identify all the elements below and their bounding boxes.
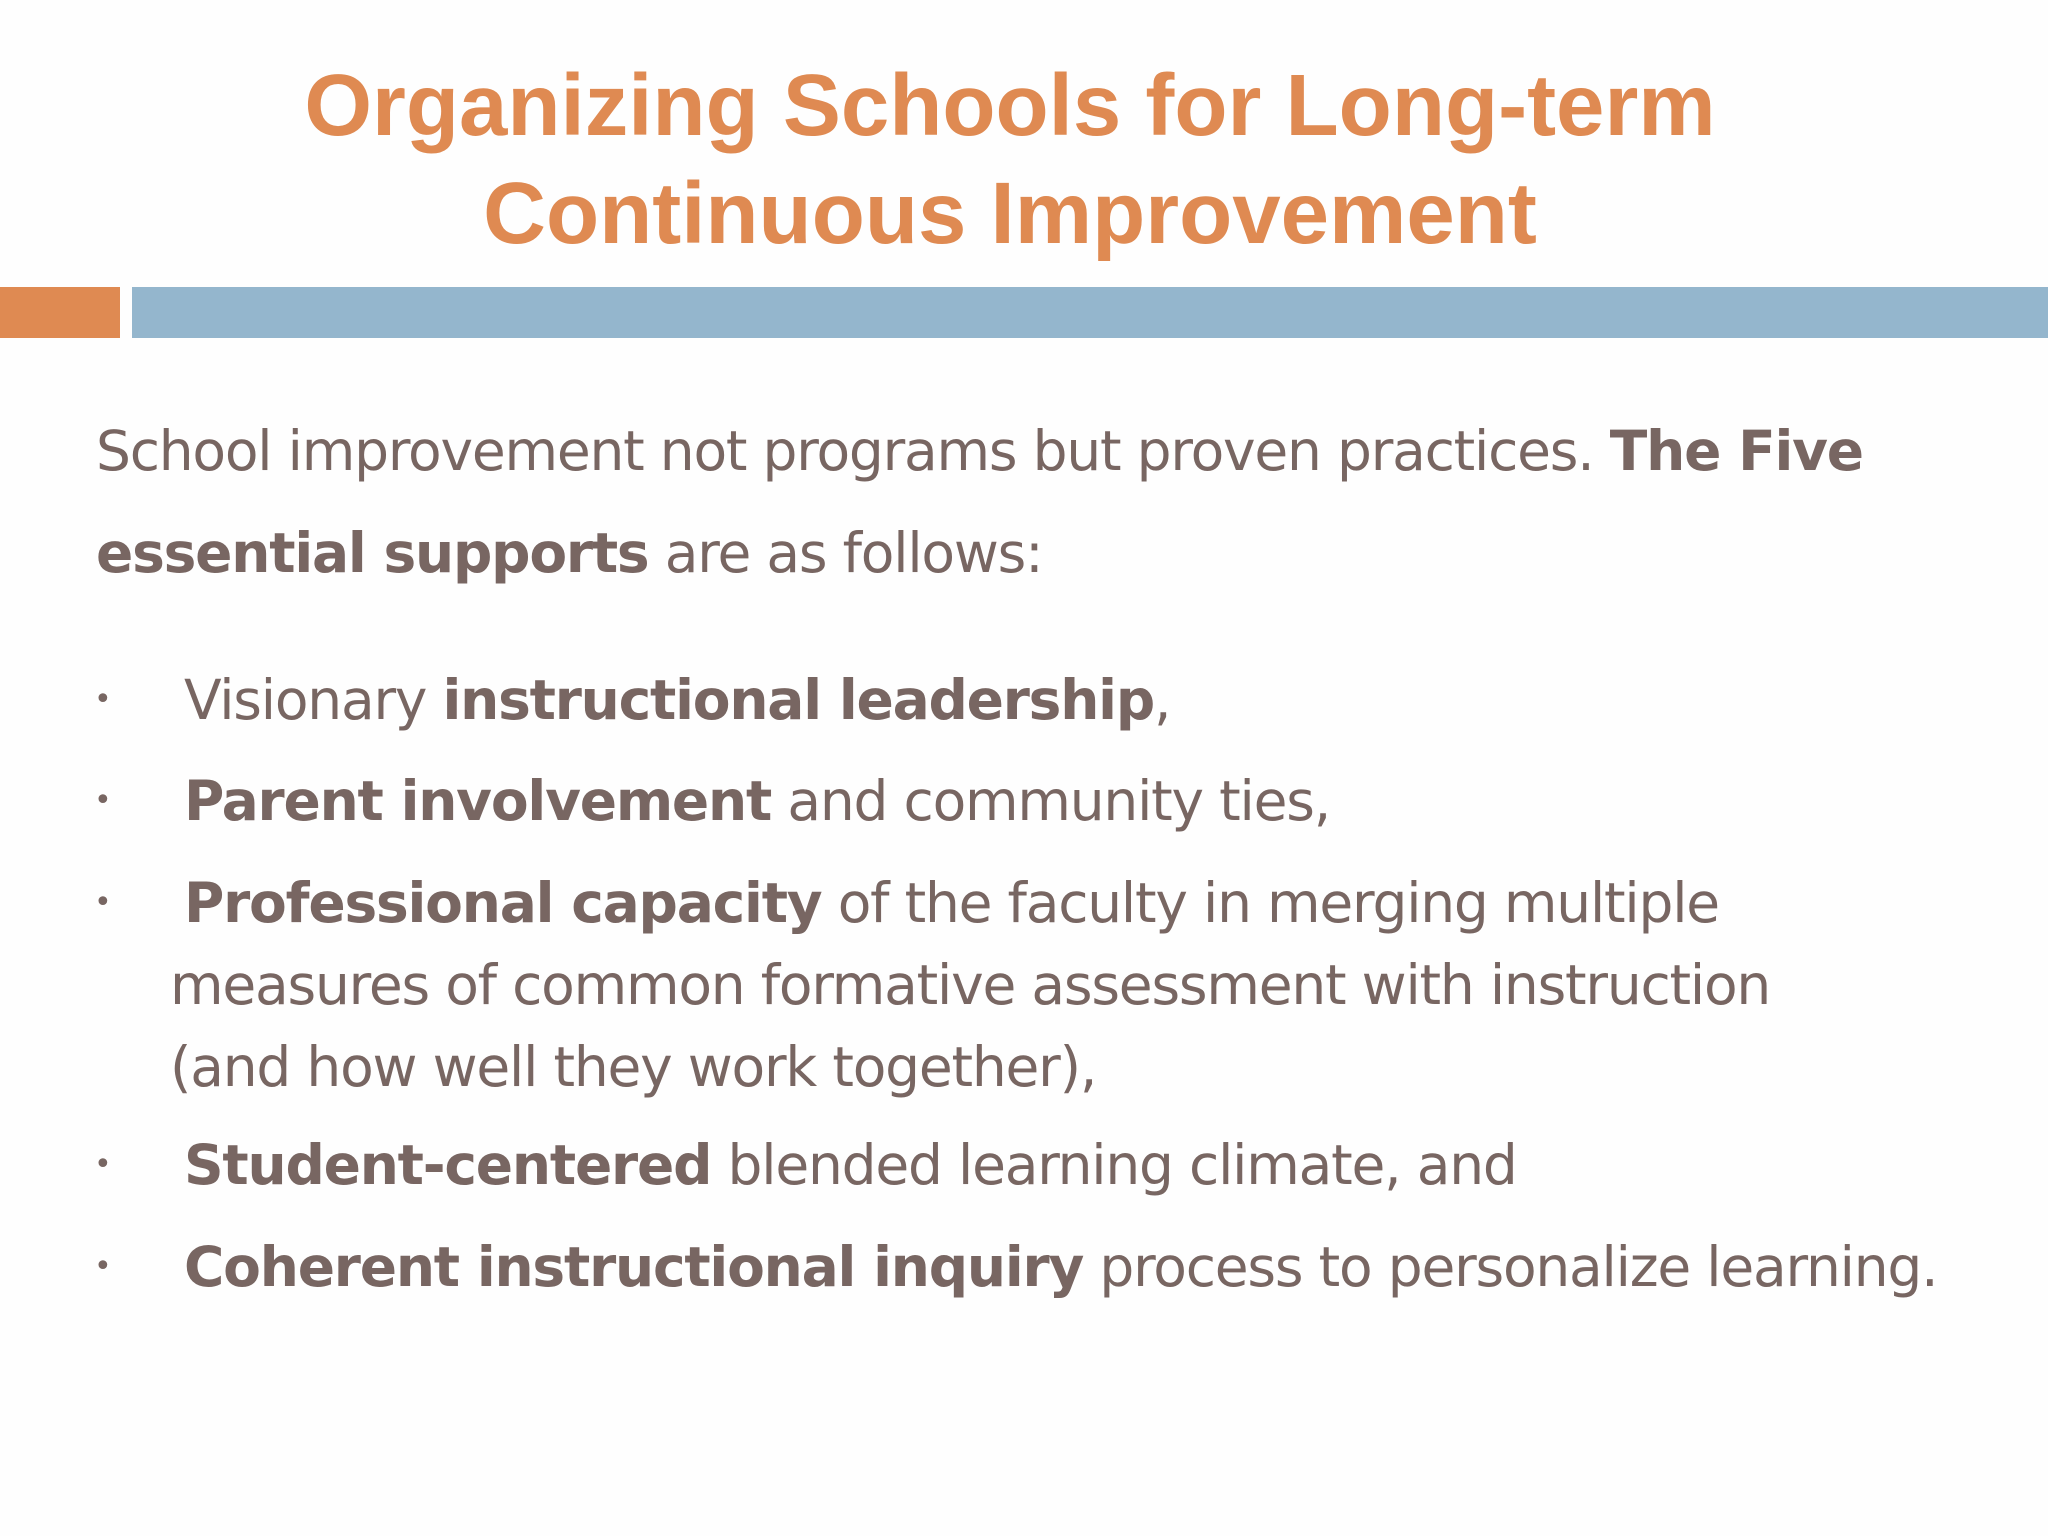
item-bold-text: Professional capacity [184,871,822,935]
item-text: process to personalize learning. [1083,1235,1938,1299]
accent-bar [0,287,120,338]
slide-title-line-2: Continuous Improvement [483,165,1537,262]
list-item [94,659,1970,741]
intro-bold-text: The Five essential supports [96,419,1863,585]
bullet-icon: • [94,682,111,717]
item-text: of the faculty in merging multiple measures of common formative assessment with instruction (and how well they work together), [170,871,1771,1099]
bullet-icon: • [94,1147,111,1182]
list-item [94,760,1970,842]
item-text: blended learning climate, and [711,1133,1517,1197]
item-text: Visionary [184,668,443,732]
bullet-icon: • [94,1249,111,1284]
list-item [94,1124,1970,1206]
intro-paragraph [96,400,1976,604]
item-text: , [1154,668,1171,732]
intro-text-1: School improvement not programs but proven practices. [96,419,1610,483]
item-bold-text: Student-centered [184,1133,712,1197]
slide-title-line-1: Organizing Schools for Long-term [304,57,1716,154]
bullet-icon: • [94,783,111,818]
item-bold-text: Parent involvement [184,769,772,833]
item-bold-text: instructional leadership [442,668,1154,732]
list-item [94,1226,1970,1308]
item-text: and community ties, [771,769,1330,833]
list-item [94,862,1870,1108]
slide-title [0,52,2020,268]
intro-text-2: are as follows: [648,521,1043,585]
item-bold-text: Coherent instructional inquiry [184,1235,1084,1299]
header-divider-bar [132,287,2048,338]
bullet-icon: • [94,885,111,920]
